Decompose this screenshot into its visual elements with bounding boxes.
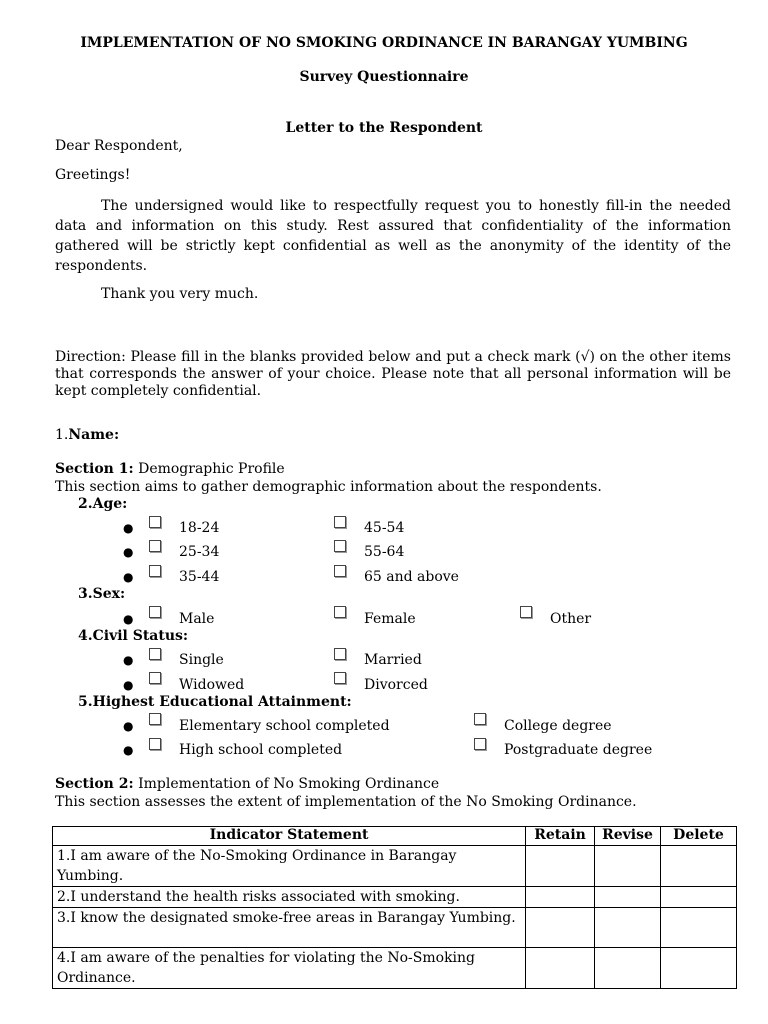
- direction-text: Direction: Please fill in the blanks provided below and put a check mark (√) on the other items that corresponds the answer of your choice. Please note that all personal information will be kept completely confidential.: [55, 349, 731, 399]
- edu-college-checkbox[interactable]: [474, 713, 486, 725]
- age-25-34-label: 25-34: [179, 544, 220, 560]
- age-35-44-checkbox[interactable]: [149, 565, 161, 577]
- sex-female-label: Female: [364, 611, 416, 627]
- delete-cell[interactable]: [661, 908, 737, 948]
- section1-label: Section 1:: [55, 461, 134, 477]
- section2-title: Implementation of No Smoking Ordinance: [133, 776, 440, 792]
- bullet: ●: [123, 743, 134, 757]
- age-55-64-checkbox[interactable]: [334, 540, 346, 552]
- sex-question: 3.Sex:: [78, 586, 126, 602]
- indicator-statement: 1.I am aware of the No-Smoking Ordinance in Barangay Yumbing.: [53, 846, 526, 887]
- bullet: ●: [123, 545, 134, 559]
- indicator-table: [52, 826, 737, 989]
- edu-highschool-label: High school completed: [179, 742, 343, 758]
- civil-married-checkbox[interactable]: [334, 648, 346, 660]
- civil-divorced-checkbox[interactable]: [334, 672, 346, 684]
- section2-label: Section 2:: [55, 776, 134, 792]
- document-title: IMPLEMENTATION OF NO SMOKING ORDINANCE IN BARANGAY YUMBING: [80, 35, 688, 51]
- section1-heading: [55, 461, 285, 477]
- delete-cell[interactable]: [661, 846, 737, 887]
- edu-college-label: College degree: [504, 718, 612, 734]
- retain-cell[interactable]: [526, 846, 595, 887]
- civil-single-checkbox[interactable]: [149, 648, 161, 660]
- table-row: [53, 846, 737, 887]
- sex-male-checkbox[interactable]: [149, 606, 161, 618]
- table-header-row: [53, 827, 737, 846]
- delete-cell[interactable]: [661, 887, 737, 908]
- name-label: Name:: [68, 427, 120, 443]
- indicator-statement: 2.I understand the health risks associated with smoking.: [53, 887, 526, 908]
- indicator-statement: 4.I am aware of the penalties for violating the No-Smoking Ordinance.: [53, 948, 526, 989]
- table-row: [53, 887, 737, 908]
- sex-other-checkbox[interactable]: [520, 606, 532, 618]
- age-65-above-checkbox[interactable]: [334, 565, 346, 577]
- age-question: 2.Age:: [78, 496, 128, 512]
- age-18-24-checkbox[interactable]: [149, 516, 161, 528]
- civil-divorced-label: Divorced: [364, 677, 428, 693]
- bullet: ●: [123, 521, 134, 535]
- table-row: [53, 948, 737, 989]
- letter-closing: Thank you very much.: [101, 286, 259, 302]
- header-delete: Delete: [661, 827, 737, 846]
- bullet: ●: [123, 612, 134, 626]
- retain-cell[interactable]: [526, 908, 595, 948]
- revise-cell[interactable]: [595, 887, 661, 908]
- greeting: Greetings!: [55, 167, 131, 183]
- edu-elementary-checkbox[interactable]: [149, 713, 161, 725]
- table-row: [53, 908, 737, 948]
- section1-description: This section aims to gather demographic information about the respondents.: [55, 479, 602, 495]
- civil-widowed-checkbox[interactable]: [149, 672, 161, 684]
- name-field-label: [55, 427, 119, 443]
- civil-widowed-label: Widowed: [179, 677, 245, 693]
- edu-highschool-checkbox[interactable]: [149, 738, 161, 750]
- civil-single-label: Single: [179, 652, 224, 668]
- section1-title: Demographic Profile: [133, 461, 285, 477]
- age-18-24-label: 18-24: [179, 520, 220, 536]
- retain-cell[interactable]: [526, 887, 595, 908]
- education-question: 5.Highest Educational Attainment:: [78, 694, 352, 710]
- header-indicator-statement: Indicator Statement: [53, 827, 526, 846]
- retain-cell[interactable]: [526, 948, 595, 989]
- bullet: ●: [123, 570, 134, 584]
- civil-married-label: Married: [364, 652, 422, 668]
- civil-status-question: 4.Civil Status:: [78, 628, 189, 644]
- sex-male-label: Male: [179, 611, 215, 627]
- age-55-64-label: 55-64: [364, 544, 405, 560]
- age-35-44-label: 35-44: [179, 569, 220, 585]
- edu-elementary-label: Elementary school completed: [179, 718, 390, 734]
- revise-cell[interactable]: [595, 908, 661, 948]
- bullet: ●: [123, 719, 134, 733]
- document-subtitle: Survey Questionnaire: [299, 69, 469, 85]
- delete-cell[interactable]: [661, 948, 737, 989]
- header-revise: Revise: [595, 827, 661, 846]
- age-25-34-checkbox[interactable]: [149, 540, 161, 552]
- age-65-above-label: 65 and above: [364, 569, 459, 585]
- age-45-54-checkbox[interactable]: [334, 516, 346, 528]
- revise-cell[interactable]: [595, 846, 661, 887]
- letter-body: The undersigned would like to respectfully request you to honestly fill-in the needed data and information on this study. Rest assured that confidentiality of the information gathered will be strictly kept confidential as well as the anonymity of the identity of the respondents.: [55, 198, 731, 274]
- bullet: ●: [123, 678, 134, 692]
- sex-female-checkbox[interactable]: [334, 606, 346, 618]
- edu-postgraduate-label: Postgraduate degree: [504, 742, 653, 758]
- indicator-statement: 3.I know the designated smoke-free areas in Barangay Yumbing.: [53, 908, 526, 948]
- age-45-54-label: 45-54: [364, 520, 405, 536]
- edu-postgraduate-checkbox[interactable]: [474, 738, 486, 750]
- salutation: Dear Respondent,: [55, 138, 183, 154]
- section2-heading: [55, 776, 439, 792]
- section2-description: This section assesses the extent of implementation of the No Smoking Ordinance.: [55, 794, 637, 810]
- letter-heading: Letter to the Respondent: [285, 120, 483, 136]
- header-retain: Retain: [526, 827, 595, 846]
- bullet: ●: [123, 653, 134, 667]
- sex-other-label: Other: [550, 611, 592, 627]
- name-number: 1.: [55, 427, 69, 443]
- revise-cell[interactable]: [595, 948, 661, 989]
